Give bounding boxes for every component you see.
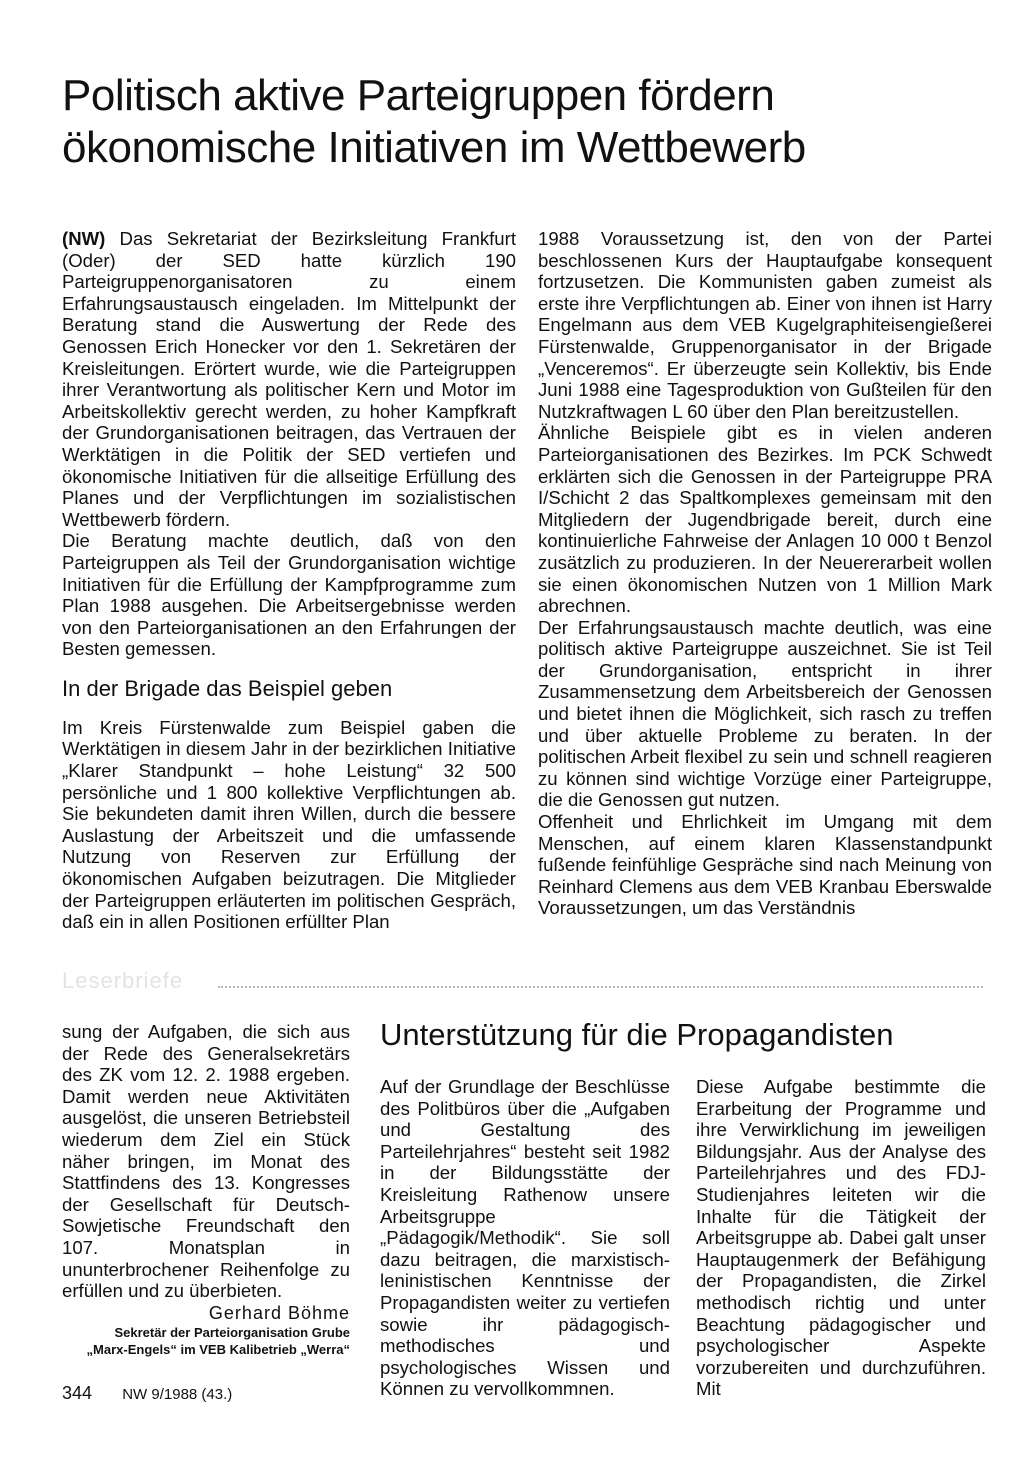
article1-paragraph: Die Beratung machte deutlich, daß von den Parteigruppen als Teil der Grundorganisation wichtige Initiativen für die Erfüllung der Kampfprogramme zum Plan 1988 ausgehen. Die Arbeitsergebnisse werden von den Parteiorganisationen an den Erfahrungen der Besten gemessen. [62, 530, 516, 660]
section-label: Leserbriefe [62, 968, 184, 993]
page-footer [62, 1383, 232, 1404]
lead-mark: (NW) [62, 228, 106, 249]
article1-paragraph: 1988 Voraussetzung ist, den von der Partei beschlossenen Kurs der Hauptaufgabe konsequent fortzusetzen. Die Kommunisten gaben zumeist als erste ihre Verpflichtungen ab. Einer von ihnen ist Harry Engelmann aus dem VEB Kugelgraphiteisengießerei Fürstenwalde, Gruppenorganisator in der Brigade „Venceremos“. Er überzeugte sein Kollektiv, bis Ende Juni 1988 eine Tagesproduktion von Gußteilen für den Nutzkraftwagen L 60 über den Plan bereitzustellen. [538, 228, 992, 422]
letter-affiliation-line-1: Sekretär der Parteiorganisation Grube [114, 1324, 350, 1340]
letter-affiliation-line-2: „Marx-Engels“ im VEB Kalibetrieb „Werra“ [86, 1341, 350, 1357]
article1-paragraph [62, 228, 516, 530]
headline-line-2: ökonomische Initiativen im Wettbewerb [62, 123, 806, 172]
article1-paragraph: Im Kreis Fürstenwalde zum Beispiel gaben die Werktätigen in diesem Jahr in der bezirklichen Initiative „Klarer Standpunkt – hohe Leistung“ 32 500 persönliche und 1 800 kollektive Verpflichtungen ab. Sie bekundeten damit ihren Willen, durch die bessere Auslastung der Arbeitszeit und die umfassende Nutzung von Reserven zur Erfüllung der ökonomischen Aufgaben beizutragen. Die Mitglieder der Parteigruppen erläuterten im politischen Gespräch, daß ein in allen Positionen erfüllter Plan [62, 716, 516, 933]
article1-text: Das Sekretariat der Bezirksleitung Frankfurt (Oder) der SED hatte kürzlich 190 Parteigruppenorganisatoren zu einem Erfahrungsaustausch eingeladen. Im Mittelpunkt der Beratung stand die Auswertung der Rede des Genossen Erich Honecker vor den 1. Sekretären der Kreisleitungen. Erörtert wurde, wie die Parteigruppen ihrer Verantwortung als politischer Kern und Motor im Arbeitskollektiv gerecht werden, zu hoher Kampfkraft der Grundorganisationen beitragen, das Vertrauen der Werktätigen in die Politik der SED vertiefen und ökonomische Initiativen für die allseitige Erfüllung des Planes und der Verpflichtungen im sozialistischen Wettbewerb fördern. [62, 228, 517, 530]
headline-line-1: Politisch aktive Parteigruppen fördern [62, 71, 775, 120]
article2-paragraph: Diese Aufgabe bestimmte die Erarbeitung der Programme und ihre Verwirklichung im jeweiligen Bildungsjahr. Aus der Analyse des Parteilehrjahres und des FDJ-Studienjahres leiteten wir die Inhalte für die Tätigkeit der Arbeitsgruppe ab. Dabei galt unser Hauptaugenmerk der Befähigung der Propagandisten, die Zirkel methodisch richtig und unter Beachtung pädagogischer und psychologischer Aspekte vorzubereiten und durchzuführen. Mit [696, 1076, 986, 1400]
letter-column [62, 1021, 350, 1358]
article1-column-1 [62, 228, 516, 933]
article1-column-2 [538, 228, 992, 919]
headline [62, 70, 962, 174]
letter-body: sung der Aufgaben, die sich aus der Rede des Generalsekretärs des ZK vom 12. 2. 1988 ergeben. Damit werden neue Aktivitäten ausgelöst, die unseren Betriebsteil wiederum dem Ziel ein Stück näher bringen, im Monat des Stattfindens des 13. Kongresses der Gesellschaft für Deutsch-Sowjetische Freundschaft den 107. Monatsplan in ununterbrochener Reihenfolge zu erfüllen und zu überbieten. [62, 1021, 350, 1302]
page-number: 344 [62, 1383, 93, 1403]
article2-column-2 [696, 1076, 986, 1400]
article1-paragraph: Der Erfahrungsaustausch machte deutlich, was eine politisch aktive Parteigruppe auszeichnet. Sie ist Teil der Grundorganisation, entspricht in ihrer Zusammensetzung dem Arbeitsbereich der Genossen und bietet ihnen die Möglichkeit, sich rasch zu treffen und über aktuelle Probleme zu beraten. In der politischen Arbeit flexibel zu sein und schnell reagieren zu können sind wichtige Vorzüge einer Parteigruppe, die die Genossen gut nutzen. [538, 616, 992, 811]
article2-column-1 [380, 1076, 670, 1400]
article2-paragraph: Auf der Grundlage der Beschlüsse des Politbüros über die „Aufgaben und Gestaltung des Parteilehrjahres“ besteht seit 1982 in der Bildungsstätte der Kreisleitung Rathenow unsere Arbeitsgruppe „Pädagogik/Methodik“. Sie soll dazu beitragen, die marxistisch-leninistischen Kenntnisse der Propagandisten weiter zu vertiefen sowie ihr pädagogisch-methodisches und psychologisches Wissen und Können zu vervollkommnen. [380, 1076, 670, 1400]
article1-paragraph: Ähnliche Beispiele gibt es in vielen anderen Parteiorganisationen des Bezirkes. Im PCK Schwedt erklärten sich die Genossen in der Parteigruppe PRA I/Schicht 2 das Spaltkomplexes gemeinsam mit den Mitgliedern der Jugendbrigade bereit, durch eine kontinuierliche Fahrweise der Anlagen 10 000 t Benzol zusätzlich zu produzieren. In der Neuererarbeit wollen sie einen ökonomischen Nutzen von 1 Million Mark abrechnen. [538, 422, 992, 617]
issue-label: NW 9/1988 (43.) [122, 1386, 233, 1403]
section-divider [218, 986, 983, 988]
article2-headline: Unterstützung für die Propagandisten [380, 1017, 894, 1052]
article1-paragraph: Offenheit und Ehrlichkeit im Umgang mit dem Menschen, auf einem klaren Klassenstandpunkt fußende feinfühlige Gespräche sind nach Meinung von Reinhard Clemens aus dem VEB Kranbau Eberswalde Voraussetzungen, um das Verständnis [538, 811, 992, 919]
article1-subhead: In der Brigade das Beispiel geben [62, 675, 393, 701]
letter-signature: Gerhard Böhme [208, 1302, 350, 1323]
